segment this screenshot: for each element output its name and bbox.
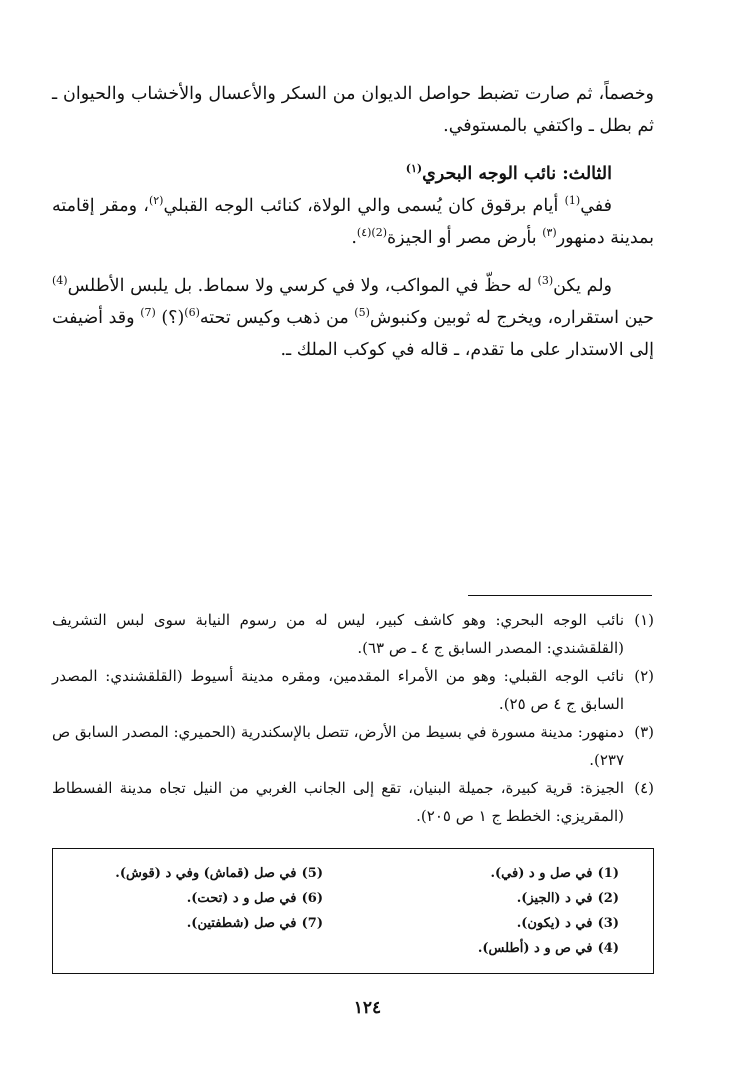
variant-number: (2) [597,891,619,906]
variant-ref[interactable]: (7) [140,306,156,320]
variant-item [389,886,619,911]
footnote-text: نائب الوجه القبلي: وهو من الأمراء المقدمين، ومقره مدينة أسيوط (القلقشندي: المصدر السابق ج ٤ ص ٢٥). [52,667,624,713]
text-run: من ذهب وكيس تحته [199,308,355,328]
heading-text: الثالث: نائب الوجه البحري [422,164,612,184]
manuscript-variants-box [52,848,654,974]
text-run: ففي [580,196,612,216]
text-run: له حظّ في المواكب، ولا في كرسي ولا سماط. بل يلبس الأطلس [67,276,538,296]
paragraph-3 [52,270,654,366]
text-run: ولم يكن [553,276,613,296]
variants-left-column [93,861,323,936]
main-text [52,78,654,366]
footnote-number: (٣) [634,723,654,741]
variants-right-column [389,861,619,961]
variant-ref[interactable]: (4) [52,274,68,288]
text-run: بأرض مصر أو الجيزة [387,228,543,248]
footnote-ref[interactable]: (٤) [356,226,372,240]
variant-ref[interactable]: (2) [371,226,388,240]
spacer [52,142,654,158]
footnote-item [52,662,654,718]
footnote-item [52,718,654,774]
variant-item [93,911,323,936]
text-run: (؟) [155,308,185,328]
footnote-ref[interactable]: (٢) [148,194,164,208]
variant-number: (4) [597,941,619,956]
variant-text: في د (يكون). [516,916,593,931]
paragraph-2 [52,190,654,254]
section-heading [52,158,654,190]
footnote-text: دمنهور: مدينة مسورة في بسيط من الأرض، تتصل بالإسكندرية (الحميري: المصدر السابق ص ٢٣٧). [52,723,624,769]
variant-number: (1) [597,866,619,881]
footnote-text: نائب الوجه البحري: وهو كاشف كبير، ليس له من رسوم النيابة سوى لبس التشريف (القلقشندي: المصدر السابق ج ٤ ـ ص ٦٣). [52,611,624,657]
variant-text: في صل و د (تحت). [186,891,297,906]
spacer [52,254,654,270]
variant-ref[interactable]: (5) [354,306,370,320]
text-run: حين استقراره، ويخرج له ثوبين وكنبوش [369,308,655,328]
footnote-number: (٤) [634,779,654,797]
footnote-number: (١) [634,611,654,629]
variant-ref[interactable]: (6) [184,306,200,320]
footnote-item [52,774,654,830]
text-run: أيام برقوق كان يُسمى والي الولاة، كنائب الوجه القبلي [163,196,565,216]
variant-text: في صل (قماش) وفي د (قوش). [115,866,297,881]
variant-item [389,861,619,886]
variant-item [93,861,323,886]
footnote-text: الجيزة: قرية كبيرة، جميلة البنيان، تقع إلى الجانب الغربي من النيل تجاه مدينة الفسطاط (المقريزي: الخطط ج ١ ص ٢٠٥). [52,779,624,825]
footnote-divider [468,595,652,596]
page-number: ١٢٤ [353,998,382,1018]
variant-item [389,911,619,936]
text-run: ، ومقر إقامته بمدينة دمنهور [52,196,654,248]
variant-text: في د (الجيز). [516,891,593,906]
variant-number: (5) [301,866,323,881]
variant-text: في صل و د (في). [490,866,593,881]
variant-text: في صل (شطفتين). [186,916,297,931]
footnote-number: (٢) [634,667,654,685]
variant-number: (7) [301,916,323,931]
footnote-ref[interactable]: (٣) [542,226,557,240]
variant-item [389,936,619,961]
footnote-item [52,606,654,662]
text-run: . [351,228,357,248]
footnote-ref[interactable]: (١) [405,162,423,176]
text-run: وقد أضيفت إلى الاستدار على ما تقدم، ـ قاله في كوكب الملك ـ. [52,308,654,360]
footnotes [52,606,654,830]
variant-ref[interactable]: (3) [537,274,554,288]
variant-ref[interactable]: (1) [564,194,581,208]
variant-item [93,886,323,911]
variant-text: في ص و د (أطلس). [477,941,593,956]
variant-number: (6) [301,891,323,906]
paragraph-1: وخصماً، ثم صارت تضبط حواصل الديوان من السكر والأعسال والأخشاب والحيوان ـ ثم بطل ـ واكتفي بالمستوفي. [52,84,654,136]
variant-number: (3) [597,916,619,931]
